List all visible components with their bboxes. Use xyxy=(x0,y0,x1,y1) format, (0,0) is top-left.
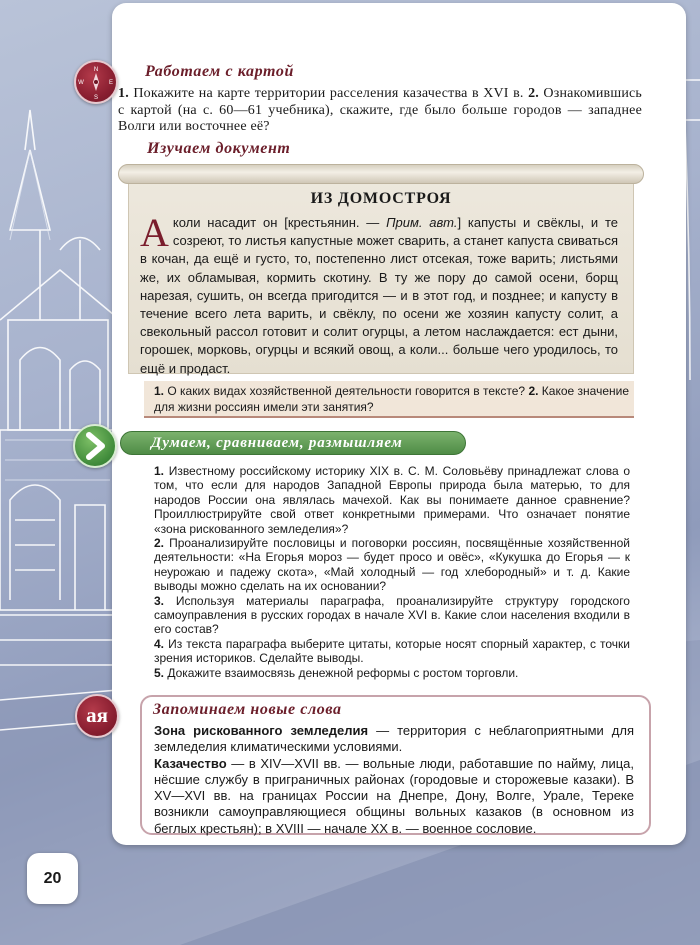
definition-cossacks: — в XIV—XVII вв. — вольные люди, работавшие по найму, лица, нёсшие службу в приграничных районах (городовые и сторожевые казаки). В XV—XVI вв. на границах России на Днепре, Дону, Волге, Урале, Тереке возникли самоуправляющиеся общины вольных казаков (в основном из беглых крестьян); в XVIII — начале XX в. — военное сословие. xyxy=(154,755,634,836)
vocabulary-icon xyxy=(75,694,119,738)
compass-icon xyxy=(74,60,118,104)
think-questions xyxy=(154,464,630,680)
think-item-text: Используя материалы параграфа, проанализируйте структуру городского самоуправления в русских городах в начале XVI в. Какие слои населения входили в его состав? xyxy=(154,593,630,637)
document-text-start: коли насадит он [крестьянин. — xyxy=(172,215,387,230)
document-text xyxy=(140,210,619,378)
page-number: 20 xyxy=(27,853,78,904)
think-item-number: 2. xyxy=(154,536,165,551)
definition-zone: — территория с неблагоприятными для земледелия климатическими условиями. xyxy=(154,723,634,755)
term-zone: Зона рискованного земледелия xyxy=(154,723,369,738)
think-item xyxy=(154,536,630,594)
think-item-text: Докажите взаимосвязь денежной реформы с ростом торговли. xyxy=(167,665,519,680)
think-section-banner xyxy=(120,431,466,455)
compass-north-letter: N xyxy=(93,67,99,73)
think-item-number: 5. xyxy=(154,665,165,680)
document-title: ИЗ ДОМОСТРОЯ xyxy=(310,190,452,207)
scroll-top-roll xyxy=(118,164,644,184)
think-item xyxy=(154,666,630,680)
drop-cap: А xyxy=(140,210,169,255)
map-q2-number: 2. xyxy=(528,86,539,101)
map-q2-text: Ознакомившись с картой (на с. 60—61 учебника), скажите, где было больше городов — западнее Волги или восточнее её? xyxy=(118,86,643,134)
think-item-text: Из текста параграфа выберите цитаты, которые носят спорный характер, с точки зрения историков. Сделайте выводы. xyxy=(154,636,630,666)
term-cossacks: Казачество xyxy=(154,755,227,771)
vocabulary-section-heading: Запоминаем новые слова xyxy=(153,701,342,718)
think-item xyxy=(154,594,630,637)
think-section-heading: Думаем, сравниваем, размышляем xyxy=(151,435,403,451)
chevron-right-icon xyxy=(73,424,117,468)
doc-q1-text: О каких видах хозяйственной деятельности говорится в тексте? xyxy=(167,384,526,398)
compass-east-letter: E xyxy=(108,80,114,86)
think-item xyxy=(154,464,630,536)
think-item-number: 1. xyxy=(154,464,165,478)
think-item xyxy=(154,637,630,666)
vocabulary-definitions xyxy=(154,723,634,837)
author-note: Прим. авт. xyxy=(386,215,458,230)
document-scroll xyxy=(118,160,644,378)
document-questions xyxy=(154,383,630,415)
map-q1-number: 1. xyxy=(118,86,129,101)
think-item-text: Проанализируйте пословицы и поговорки россиян, посвящённые хозяйственной деятельности: «На Егорья мороз — будет просо и овёс», «Кукушка до Егорья — к неурожаю и падежу скота», «Май холодный — год хлебородный» и т. д. Какие выводы можно сделать на их основании? xyxy=(154,536,630,594)
compass-west-letter: W xyxy=(78,80,84,86)
map-section-heading: Работаем с картой xyxy=(145,63,294,80)
document-section-heading: Изучаем документ xyxy=(147,140,291,157)
doc-q1-number: 1. xyxy=(154,384,165,398)
doc-q2-text: Какое значение для жизни россиян имели эти занятия? xyxy=(154,384,629,414)
compass-south-letter: S xyxy=(93,95,99,101)
map-questions xyxy=(118,86,642,136)
think-item-text: Известному российскому историку XIX в. С. М. Соловьёву принадлежат слова о том, что если для народов Западной Европы природа была матерью, то для народов России она являлась мачехой. Как вы понимаете данное сравнение? Проиллюстрируйте свой ответ конкретными примерами. Что означает понятие «зона рискованного земледелия»? xyxy=(154,464,630,536)
think-item-number: 3. xyxy=(154,593,165,608)
map-q1-text: Покажите на карте территории расселения казачества в XVI в. xyxy=(133,86,524,101)
think-item-number: 4. xyxy=(154,636,165,651)
document-text-rest: ] капусты и свёклы, и те созреют, то листья капустные может сварить, а станет капуста свиваться в кочан, да ещё и густо, то, постепенно лист отсекая, тоже варить; листьями же, их обламывая, кормить скотину. В ту же пору до самой осени, борщ нарезая, сушить, он всегда пригодится — и в этот год, и позднее; и капусту в течение всего лета варить, и свёклу, по осени же хозяин капусту солит, а свекольный рассол готовит и солит огурцы, а летом наслаждается: ест дыни, горошек, морковь, огурцы и всякий овощ, а коли... больше чего уродилось, то ещё и продаст. xyxy=(140,215,619,376)
doc-q2-number: 2. xyxy=(528,384,539,398)
vocabulary-icon-letters: ая xyxy=(86,703,108,727)
